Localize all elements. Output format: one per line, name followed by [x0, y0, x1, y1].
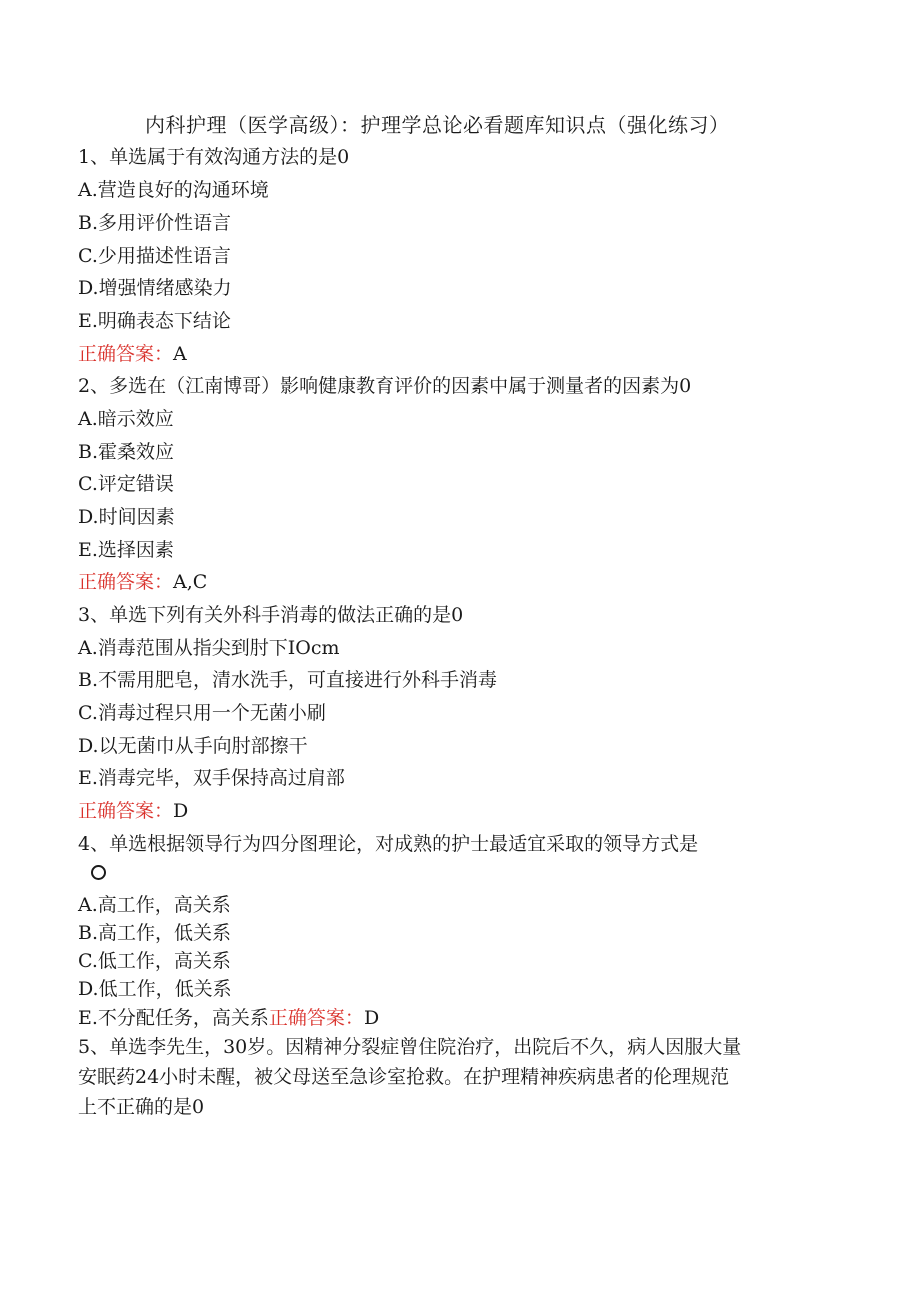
- question-stem: 2、多选在（江南博哥）影响健康教育评价的因素中属于测量者的因素为0: [78, 375, 692, 397]
- option: A.消毒范围从指尖到肘下IOcm: [78, 637, 340, 659]
- option: E.选择因素: [78, 539, 174, 561]
- option: E.消毒完毕，双手保持高过肩部: [78, 767, 345, 789]
- answer-label: 正确答案：: [78, 343, 174, 365]
- option: E.不分配任务，高关系: [78, 1007, 269, 1029]
- question-stem: 5、单选李先生，30岁。因精神分裂症曾住院治疗，出院后不久，病人因服大量: [78, 1036, 742, 1058]
- answer-value: A: [173, 343, 187, 365]
- answer-label: 正确答案：: [268, 1007, 364, 1029]
- question-stem: 1、单选属于有效沟通方法的是0: [78, 146, 350, 168]
- question-stem: 4、单选根据领导行为四分图理论，对成熟的护士最适宜采取的领导方式是: [78, 833, 699, 855]
- answer-value: D: [173, 800, 189, 822]
- question-stem: 3、单选下列有关外科手消毒的做法正确的是0: [78, 604, 464, 626]
- option: C.低工作，高关系: [78, 950, 231, 972]
- option: B.霍桑效应: [78, 441, 175, 463]
- answer-value: D: [363, 1007, 380, 1029]
- answer-value: A,C: [173, 571, 208, 593]
- answer-label: 正确答案：: [78, 571, 174, 593]
- option: B.不需用肥皂，清水洗手，可直接进行外科手消毒: [78, 669, 498, 691]
- option: D.以无菌巾从手向肘部擦干: [78, 735, 308, 757]
- question-stem: 上不正确的是0: [78, 1096, 205, 1118]
- option: E.明确表态下结论: [78, 310, 231, 332]
- option: C.消毒过程只用一个无菌小刷: [78, 702, 326, 724]
- option: B.高工作，低关系: [78, 922, 232, 944]
- option: C.少用描述性语言: [78, 245, 231, 267]
- answer-line: [78, 797, 188, 825]
- page-title: 内科护理（医学高级）：护理学总论必看题库知识点（强化练习）: [145, 113, 730, 137]
- question-stem: 安眠药24小时未醒，被父母送至急诊室抢救。在护理精神疾病患者的伦理规范: [78, 1066, 730, 1088]
- answer-label: 正确答案：: [78, 800, 174, 822]
- option-with-answer: [78, 1004, 379, 1032]
- option: A.营造良好的沟通环境: [78, 179, 269, 201]
- option: D.时间因素: [78, 506, 175, 528]
- option: B.多用评价性语言: [78, 212, 232, 234]
- option: A.高工作，高关系: [78, 894, 231, 916]
- option: D.增强情绪感染力: [78, 277, 232, 299]
- answer-line: [78, 568, 207, 596]
- circle-mark-icon: [91, 865, 106, 880]
- answer-line: [78, 340, 187, 368]
- option: C.评定错误: [78, 473, 174, 495]
- option: A.暗示效应: [78, 408, 174, 430]
- option: D.低工作，低关系: [78, 978, 232, 1000]
